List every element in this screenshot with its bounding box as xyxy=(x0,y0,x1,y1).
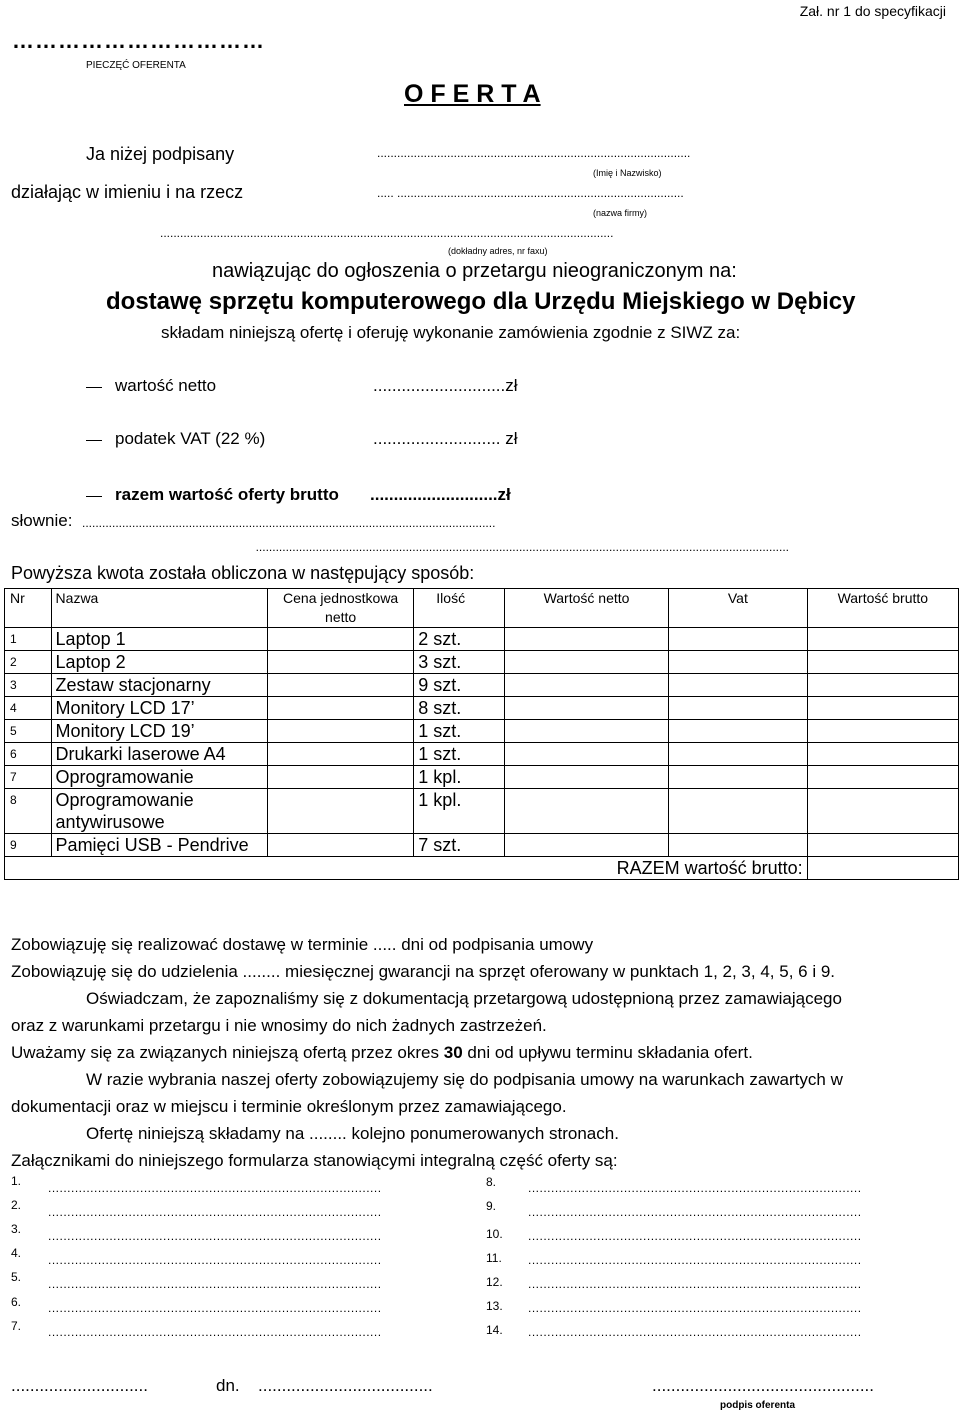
attachment-number: 6. xyxy=(11,1295,22,1309)
attachment-number: 4. xyxy=(11,1246,22,1260)
row-net-cell[interactable] xyxy=(504,720,668,743)
row-nr: 4 xyxy=(5,697,52,720)
stamp-label: PIECZĘĆ OFERENTA xyxy=(86,60,186,71)
row-name: Monitory LCD 17’ xyxy=(51,697,267,720)
row-unit-price-cell[interactable] xyxy=(267,720,413,743)
row-unit-price-cell[interactable] xyxy=(267,651,413,674)
attachments-heading: Załącznikami do niniejszego formularza stanowiącymi integralną część oferty są: xyxy=(11,1151,618,1170)
attachment-number: 11. xyxy=(486,1251,502,1265)
row-net-cell[interactable] xyxy=(504,628,668,651)
row-nr: 2 xyxy=(5,651,52,674)
pages-statement: Ofertę niniejszą składamy na ........ kolejno ponumerowanych stronach. xyxy=(86,1124,619,1143)
row-unit-price-cell[interactable] xyxy=(267,834,413,857)
words-label: słownie: xyxy=(11,511,73,530)
row-net-cell[interactable] xyxy=(504,766,668,789)
signed-caption: (Imię i Nazwisko) xyxy=(593,168,662,178)
stamp-dots: …………………………… xyxy=(12,28,265,53)
row-qty: 2 szt. xyxy=(414,628,505,651)
row-gross-cell[interactable] xyxy=(807,766,958,789)
attachment-number: 8. xyxy=(486,1175,497,1189)
table-row xyxy=(5,743,959,766)
row-vat-cell[interactable] xyxy=(669,789,808,834)
row-nr: 9 xyxy=(5,834,52,857)
bullet-dash xyxy=(86,440,102,441)
vat-label: podatek VAT (22 %) xyxy=(115,429,266,448)
row-qty: 9 szt. xyxy=(414,674,505,697)
attachment-field[interactable]: ....................................................................................... xyxy=(48,1301,382,1315)
net-value-field[interactable]: ............................zł xyxy=(373,376,518,395)
attachment-field[interactable]: ....................................................................................... xyxy=(528,1229,862,1243)
row-nr: 7 xyxy=(5,766,52,789)
signed-label: Ja niżej podpisany xyxy=(86,144,235,164)
attachment-number: 14. xyxy=(486,1323,503,1337)
intro-line: nawiązując do ogłoszenia o przetargu nieograniczonym na: xyxy=(212,260,737,282)
attachment-number: 12. xyxy=(486,1275,503,1289)
row-name: Pamięci USB - Pendrive xyxy=(51,834,267,857)
gross-label: razem wartość oferty brutto xyxy=(115,485,339,504)
selection-line: W razie wybrania naszej oferty zobowiązujemy się do podpisania umowy na warunkach zawartych w xyxy=(86,1070,843,1089)
attachment-number: 3. xyxy=(11,1222,22,1236)
words-field-continued[interactable]: ................................................................................................................................................................ xyxy=(255,540,789,554)
row-vat-cell[interactable] xyxy=(669,674,808,697)
row-nr: 5 xyxy=(5,720,52,743)
tender-subject: dostawę sprzętu komputerowego dla Urzędu Miejskiego w Dębicy xyxy=(106,288,856,315)
delivery-statement: Zobowiązuję się realizować dostawę w terminie ..... dni od podpisania umowy xyxy=(11,935,594,954)
row-net-cell[interactable] xyxy=(504,697,668,720)
vat-value-field[interactable]: ........................... zł xyxy=(373,429,518,448)
table-row xyxy=(5,834,959,857)
row-qty: 1 kpl. xyxy=(414,789,505,834)
row-vat-cell[interactable] xyxy=(669,766,808,789)
col-gross-value: Wartość brutto xyxy=(807,589,958,628)
bullet-dash xyxy=(86,496,102,497)
address-field[interactable]: ........................................................................................................................................ xyxy=(160,226,614,240)
row-name: Zestaw stacjonarny xyxy=(51,674,267,697)
row-nr: 3 xyxy=(5,674,52,697)
row-qty: 3 szt. xyxy=(414,651,505,674)
net-label: wartość netto xyxy=(115,376,217,395)
row-qty: 7 szt. xyxy=(414,834,505,857)
row-nr: 8 xyxy=(5,789,52,834)
table-header-row xyxy=(5,589,959,628)
row-unit-price-cell[interactable] xyxy=(267,789,413,834)
attachment-number: 1. xyxy=(11,1174,22,1188)
row-qty: 1 kpl. xyxy=(414,766,505,789)
row-unit-price-cell[interactable] xyxy=(267,628,413,651)
row-nr: 1 xyxy=(5,628,52,651)
signature-field[interactable]: ............................................... xyxy=(652,1376,874,1395)
place-field[interactable]: ............................. xyxy=(11,1376,148,1395)
date-field[interactable]: ..................................... xyxy=(258,1376,433,1395)
row-net-cell[interactable] xyxy=(504,743,668,766)
row-name: Laptop 1 xyxy=(51,628,267,651)
row-name: Drukarki laserowe A4 xyxy=(51,743,267,766)
address-caption: (dokładny adres, nr faxu) xyxy=(448,246,548,256)
company-caption: (nazwa firmy) xyxy=(593,208,648,218)
company-field[interactable]: ..... ...................................................................................... xyxy=(377,186,684,200)
validity-statement xyxy=(11,1043,753,1063)
calc-heading: Powyższa kwota została obliczona w następujący sposób: xyxy=(11,563,475,583)
row-qty: 1 szt. xyxy=(414,743,505,766)
row-net-cell[interactable] xyxy=(504,789,668,834)
col-unit-price: Cena jednostkowa netto xyxy=(267,589,413,628)
bullet-dash xyxy=(86,387,102,388)
page-title: O F E R T A xyxy=(404,80,541,108)
attachment-number: 9. xyxy=(486,1199,497,1213)
attachment-number: 5. xyxy=(11,1270,22,1284)
attachment-number: 13. xyxy=(486,1299,503,1313)
attachment-field[interactable]: ....................................................................................... xyxy=(528,1301,862,1315)
attachment-field[interactable]: ....................................................................................... xyxy=(48,1277,382,1291)
offer-line: składam niniejszą ofertę i oferuję wykonanie zamówienia zgodnie z SIWZ za: xyxy=(161,323,741,342)
row-vat-cell[interactable] xyxy=(669,720,808,743)
date-label: dn. xyxy=(216,1376,240,1395)
table-row xyxy=(5,720,959,743)
attachment-field[interactable]: ....................................................................................... xyxy=(528,1277,862,1291)
gross-value-field[interactable]: ...........................zł xyxy=(370,485,511,504)
row-gross-cell[interactable] xyxy=(807,651,958,674)
row-name: Laptop 2 xyxy=(51,651,267,674)
attachment-field[interactable]: ....................................................................................... xyxy=(528,1181,862,1195)
col-name: Nazwa xyxy=(51,589,267,628)
words-field[interactable]: ............................................................................................................................ xyxy=(82,516,496,530)
table-row xyxy=(5,628,959,651)
row-gross-cell[interactable] xyxy=(807,697,958,720)
row-qty: 1 szt. xyxy=(414,720,505,743)
validity-text: dni od upływu terminu składania ofert. xyxy=(467,1043,753,1062)
row-qty: 8 szt. xyxy=(414,697,505,720)
row-vat-cell[interactable] xyxy=(669,651,808,674)
row-gross-cell[interactable] xyxy=(807,674,958,697)
row-name: Oprogramowanie antywirusowe xyxy=(51,789,267,834)
attachment-field[interactable]: ....................................................................................... xyxy=(528,1205,862,1219)
col-net-value: Wartość netto xyxy=(504,589,668,628)
table-row xyxy=(5,697,959,720)
attachment-field[interactable]: ....................................................................................... xyxy=(48,1229,382,1243)
validity-text: Uważamy się za związanych niniejszą ofertą przez okres xyxy=(11,1043,440,1062)
row-gross-cell[interactable] xyxy=(807,720,958,743)
row-net-cell[interactable] xyxy=(504,834,668,857)
attachment-field[interactable]: ....................................................................................... xyxy=(48,1181,382,1195)
row-unit-price-cell[interactable] xyxy=(267,674,413,697)
attachment-field[interactable]: ....................................................................................... xyxy=(48,1253,382,1267)
row-vat-cell[interactable] xyxy=(669,743,808,766)
selection-line: dokumentacji oraz w miejscu i terminie określonym przez zamawiającego. xyxy=(11,1097,567,1116)
col-vat: Vat xyxy=(669,589,808,628)
signed-field[interactable]: .............................................................................................. xyxy=(377,146,691,160)
row-gross-cell[interactable] xyxy=(807,834,958,857)
row-gross-cell[interactable] xyxy=(807,628,958,651)
attachment-number: 2. xyxy=(11,1198,22,1212)
row-nr: 6 xyxy=(5,743,52,766)
row-net-cell[interactable] xyxy=(504,674,668,697)
attachment-number: 7. xyxy=(11,1319,22,1333)
attachment-note: Zał. nr 1 do specyfikacji xyxy=(799,3,946,19)
items-table xyxy=(4,588,959,880)
table-row xyxy=(5,766,959,789)
table-row xyxy=(5,674,959,697)
col-qty: Ilość xyxy=(414,589,505,628)
row-unit-price-cell[interactable] xyxy=(267,766,413,789)
validity-days: 30 xyxy=(443,1043,463,1062)
total-gross-cell[interactable] xyxy=(807,857,958,880)
attachment-field[interactable]: ....................................................................................... xyxy=(48,1205,382,1219)
declaration-line: oraz z warunkami przetargu i nie wnosimy do nich żadnych zastrzeżeń. xyxy=(11,1016,547,1035)
attachment-number: 10. xyxy=(486,1227,503,1241)
row-net-cell[interactable] xyxy=(504,651,668,674)
total-label: RAZEM wartość brutto: xyxy=(5,857,808,880)
col-nr: Nr xyxy=(5,589,52,628)
table-total-row xyxy=(5,857,959,880)
warranty-statement: Zobowiązuję się do udzielenia ........ miesięcznej gwarancji na sprzęt oferowany w punktach 1, 2, 3, 4, 5, 6 i 9. xyxy=(11,962,835,981)
row-vat-cell[interactable] xyxy=(669,697,808,720)
attachment-field[interactable]: ....................................................................................... xyxy=(528,1253,862,1267)
declaration-line: Oświadczam, że zapoznaliśmy się z dokumentacją przetargową udostępnioną przez zamawiającego xyxy=(86,989,842,1008)
row-vat-cell[interactable] xyxy=(669,628,808,651)
row-name: Monitory LCD 19’ xyxy=(51,720,267,743)
attachment-field[interactable]: ....................................................................................... xyxy=(48,1325,382,1339)
table-row xyxy=(5,789,959,834)
row-name: Oprogramowanie xyxy=(51,766,267,789)
row-vat-cell[interactable] xyxy=(669,834,808,857)
table-row xyxy=(5,651,959,674)
signature-label: podpis oferenta xyxy=(720,1400,796,1411)
acting-label: działając w imieniu i na rzecz xyxy=(11,182,244,202)
row-unit-price-cell[interactable] xyxy=(267,743,413,766)
row-gross-cell[interactable] xyxy=(807,789,958,834)
row-unit-price-cell[interactable] xyxy=(267,697,413,720)
row-gross-cell[interactable] xyxy=(807,743,958,766)
attachment-field[interactable]: ....................................................................................... xyxy=(528,1325,862,1339)
